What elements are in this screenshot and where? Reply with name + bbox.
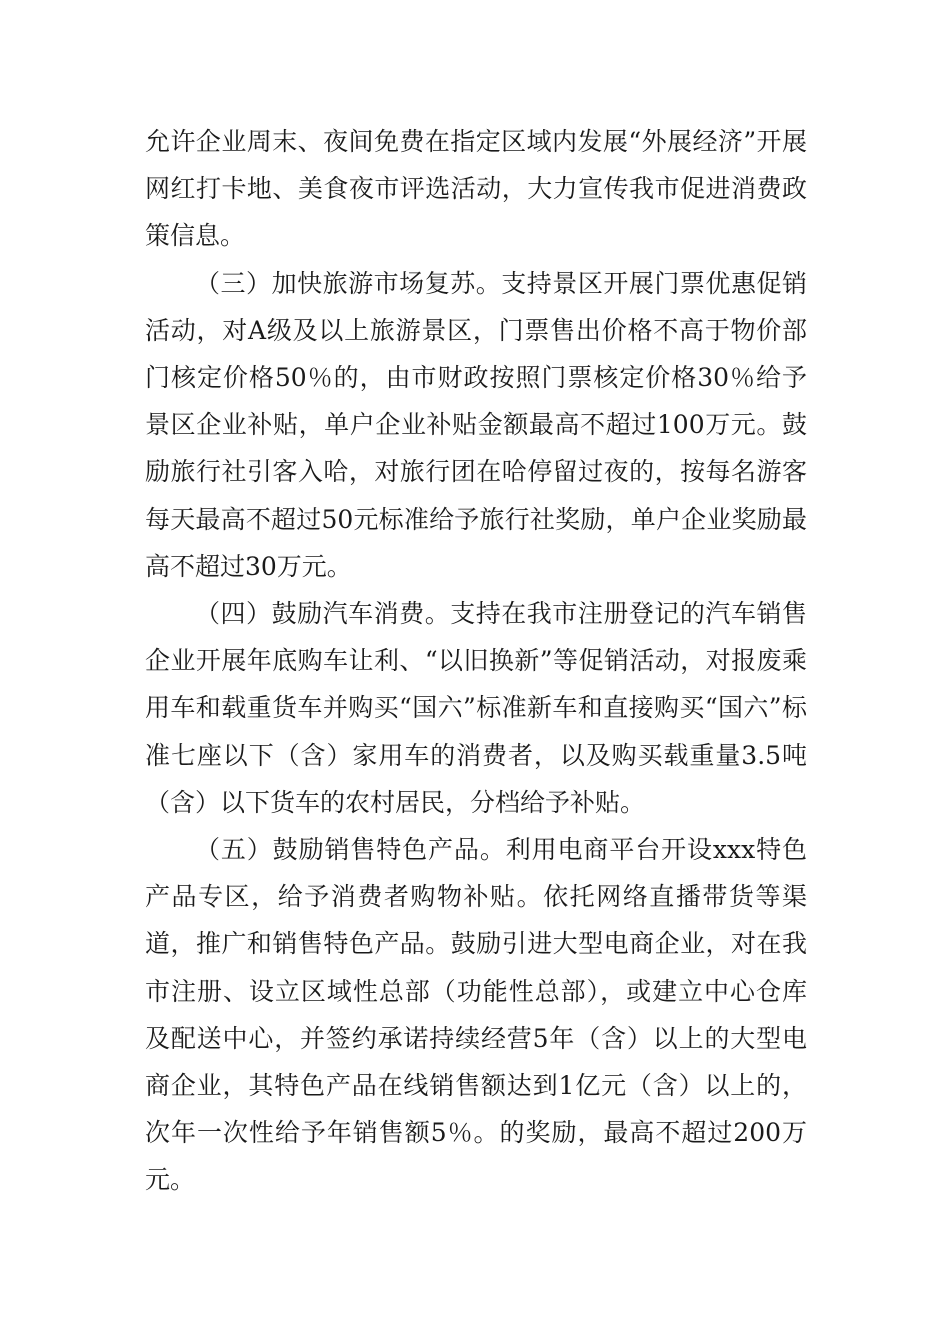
paragraph-continuation: 允许企业周末、夜间免费在指定区域内发展“外展经济”开展网红打卡地、美食夜市评选活动，大力宣传我市促进消费政策信息。 [145,127,807,251]
paragraph-auto-consumption: （四）鼓励汽车消费。支持在我市注册登记的汽车销售企业开展年底购车让利、“以旧换新”等促销活动，对报废乘用车和载重货车并购买“国六”标准新车和直接购买“国六”标准七座以下（含）家用车的消费者，以及购买载重量3.5吨（含）以下货车的农村居民，分档给予补贴。 [145,599,807,817]
document-body [145,118,807,1204]
paragraph-tourism: （三）加快旅游市场复苏。支持景区开展门票优惠促销活动，对A级及以上旅游景区，门票售出价格不高于物价部门核定价格50％的，由市财政按照门票核定价格30％给予景区企业补贴，单户企业补贴金额最高不超过100万元。鼓励旅行社引客入哈，对旅行团在哈停留过夜的，按每名游客每天最高不超过50元标准给予旅行社奖励，单户企业奖励最高不超过30万元。 [145,268,807,581]
paragraph-specialty-products: （五）鼓励销售特色产品。利用电商平台开设xxx特色产品专区，给予消费者购物补贴。依托网络直播带货等渠道，推广和销售特色产品。鼓励引进大型电商企业，对在我市注册、设立区域性总部（功能性总部），或建立中心仓库及配送中心，并签约承诺持续经营5年（含）以上的大型电商企业，其特色产品在线销售额达到1亿元（含）以上的，次年一次性给予年销售额5％。的奖励，最高不超过200万元。 [145,835,807,1195]
